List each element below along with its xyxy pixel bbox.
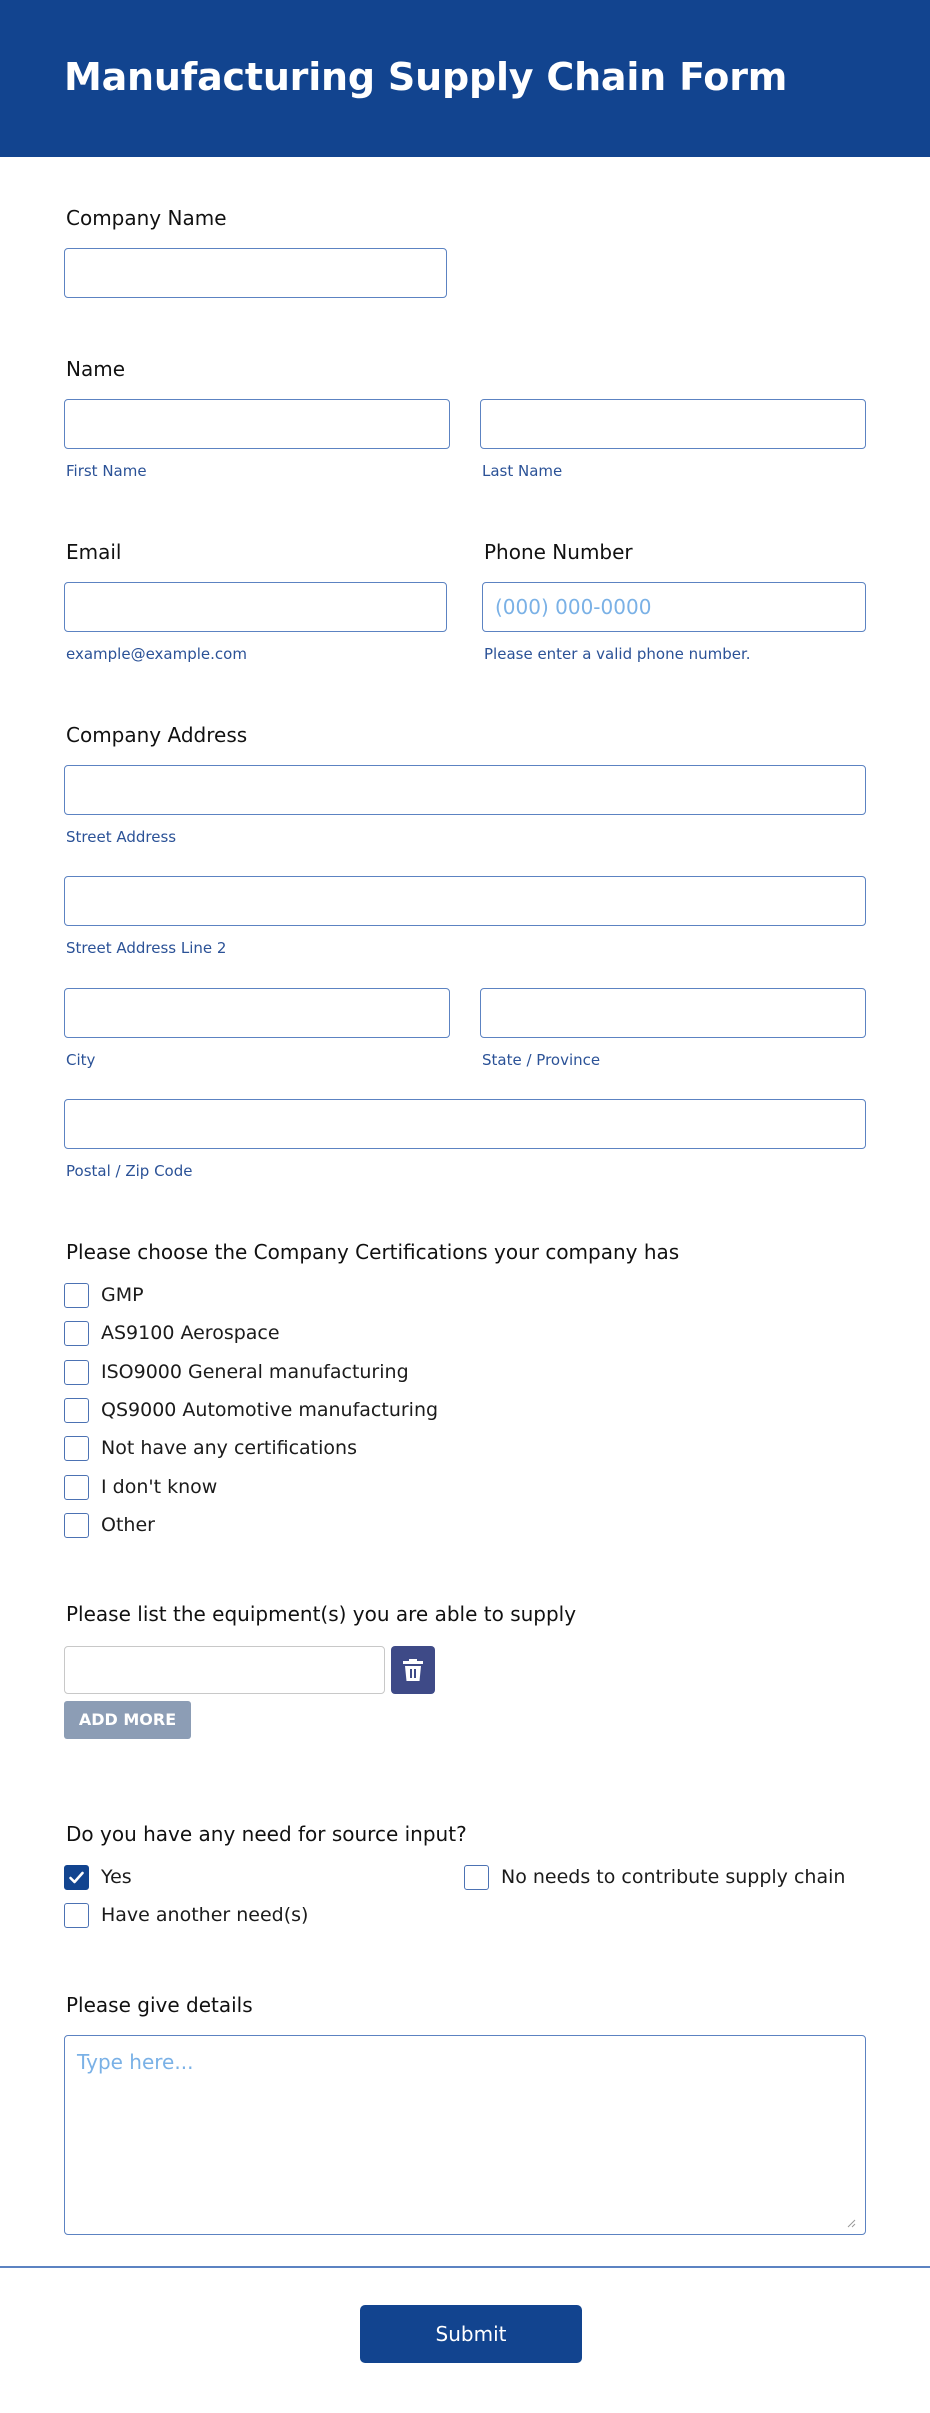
certifications-label: Please choose the Company Certifications your company has — [66, 1240, 680, 1264]
source-input-label: Do you have any need for source input? — [66, 1822, 467, 1846]
source-input-checkbox-another-need[interactable] — [64, 1903, 89, 1928]
source-input-option-label: No needs to contribute supply chain — [501, 1866, 846, 1888]
resize-grip-icon[interactable] — [846, 2218, 856, 2228]
email-sublabel: example@example.com — [66, 645, 247, 663]
state-sublabel: State / Province — [482, 1051, 601, 1069]
certification-checkbox-iso9000[interactable] — [64, 1360, 89, 1385]
certification-checkbox-dont-know[interactable] — [64, 1475, 89, 1500]
street-address-line2-input[interactable] — [64, 876, 866, 926]
details-textarea[interactable] — [64, 2035, 866, 2235]
last-name-sublabel: Last Name — [482, 462, 563, 480]
city-sublabel: City — [66, 1051, 96, 1069]
certification-option-label: I don't know — [101, 1476, 218, 1498]
equipment-label: Please list the equipment(s) you are able to supply — [66, 1602, 577, 1626]
certification-option-label: GMP — [101, 1284, 144, 1306]
postal-code-input[interactable] — [64, 1099, 866, 1149]
equipment-input[interactable] — [64, 1646, 385, 1694]
first-name-input[interactable] — [64, 399, 450, 449]
postal-code-sublabel: Postal / Zip Code — [66, 1162, 193, 1180]
source-input-option-label: Have another need(s) — [101, 1904, 309, 1926]
details-label: Please give details — [66, 1993, 253, 2017]
name-label: Name — [66, 357, 126, 381]
last-name-input[interactable] — [480, 399, 866, 449]
certification-option-label: ISO9000 General manufacturing — [101, 1361, 409, 1383]
certification-option-label: Other — [101, 1514, 155, 1536]
street-address-input[interactable] — [64, 765, 866, 815]
source-input-checkbox-no-needs[interactable] — [464, 1865, 489, 1890]
city-input[interactable] — [64, 988, 450, 1038]
company-name-input[interactable] — [64, 248, 447, 298]
footer-divider — [0, 2266, 930, 2268]
email-label: Email — [66, 540, 122, 564]
street-address-sublabel: Street Address — [66, 828, 177, 846]
certification-checkbox-as9100[interactable] — [64, 1321, 89, 1346]
certification-option-label: AS9100 Aerospace — [101, 1322, 280, 1344]
company-name-label: Company Name — [66, 206, 227, 230]
company-address-label: Company Address — [66, 723, 248, 747]
check-icon — [68, 1869, 85, 1886]
state-input[interactable] — [480, 988, 866, 1038]
form-title: Manufacturing Supply Chain Form — [64, 55, 788, 99]
source-input-option-label: Yes — [101, 1866, 132, 1888]
certification-checkbox-gmp[interactable] — [64, 1283, 89, 1308]
certification-checkbox-none[interactable] — [64, 1436, 89, 1461]
phone-sublabel: Please enter a valid phone number. — [484, 645, 751, 663]
certification-checkbox-qs9000[interactable] — [64, 1398, 89, 1423]
delete-equipment-button[interactable] — [391, 1646, 435, 1694]
form-header — [0, 0, 930, 157]
street-address-line2-sublabel: Street Address Line 2 — [66, 939, 227, 957]
submit-button[interactable]: Submit — [360, 2305, 582, 2363]
phone-input[interactable] — [482, 582, 866, 632]
email-input[interactable] — [64, 582, 447, 632]
add-more-button[interactable]: ADD MORE — [64, 1701, 191, 1739]
trash-icon — [402, 1658, 424, 1682]
certification-option-label: QS9000 Automotive manufacturing — [101, 1399, 439, 1421]
certification-option-label: Not have any certifications — [101, 1437, 357, 1459]
first-name-sublabel: First Name — [66, 462, 147, 480]
certification-checkbox-other[interactable] — [64, 1513, 89, 1538]
phone-label: Phone Number — [484, 540, 633, 564]
source-input-checkbox-yes[interactable] — [64, 1865, 89, 1890]
